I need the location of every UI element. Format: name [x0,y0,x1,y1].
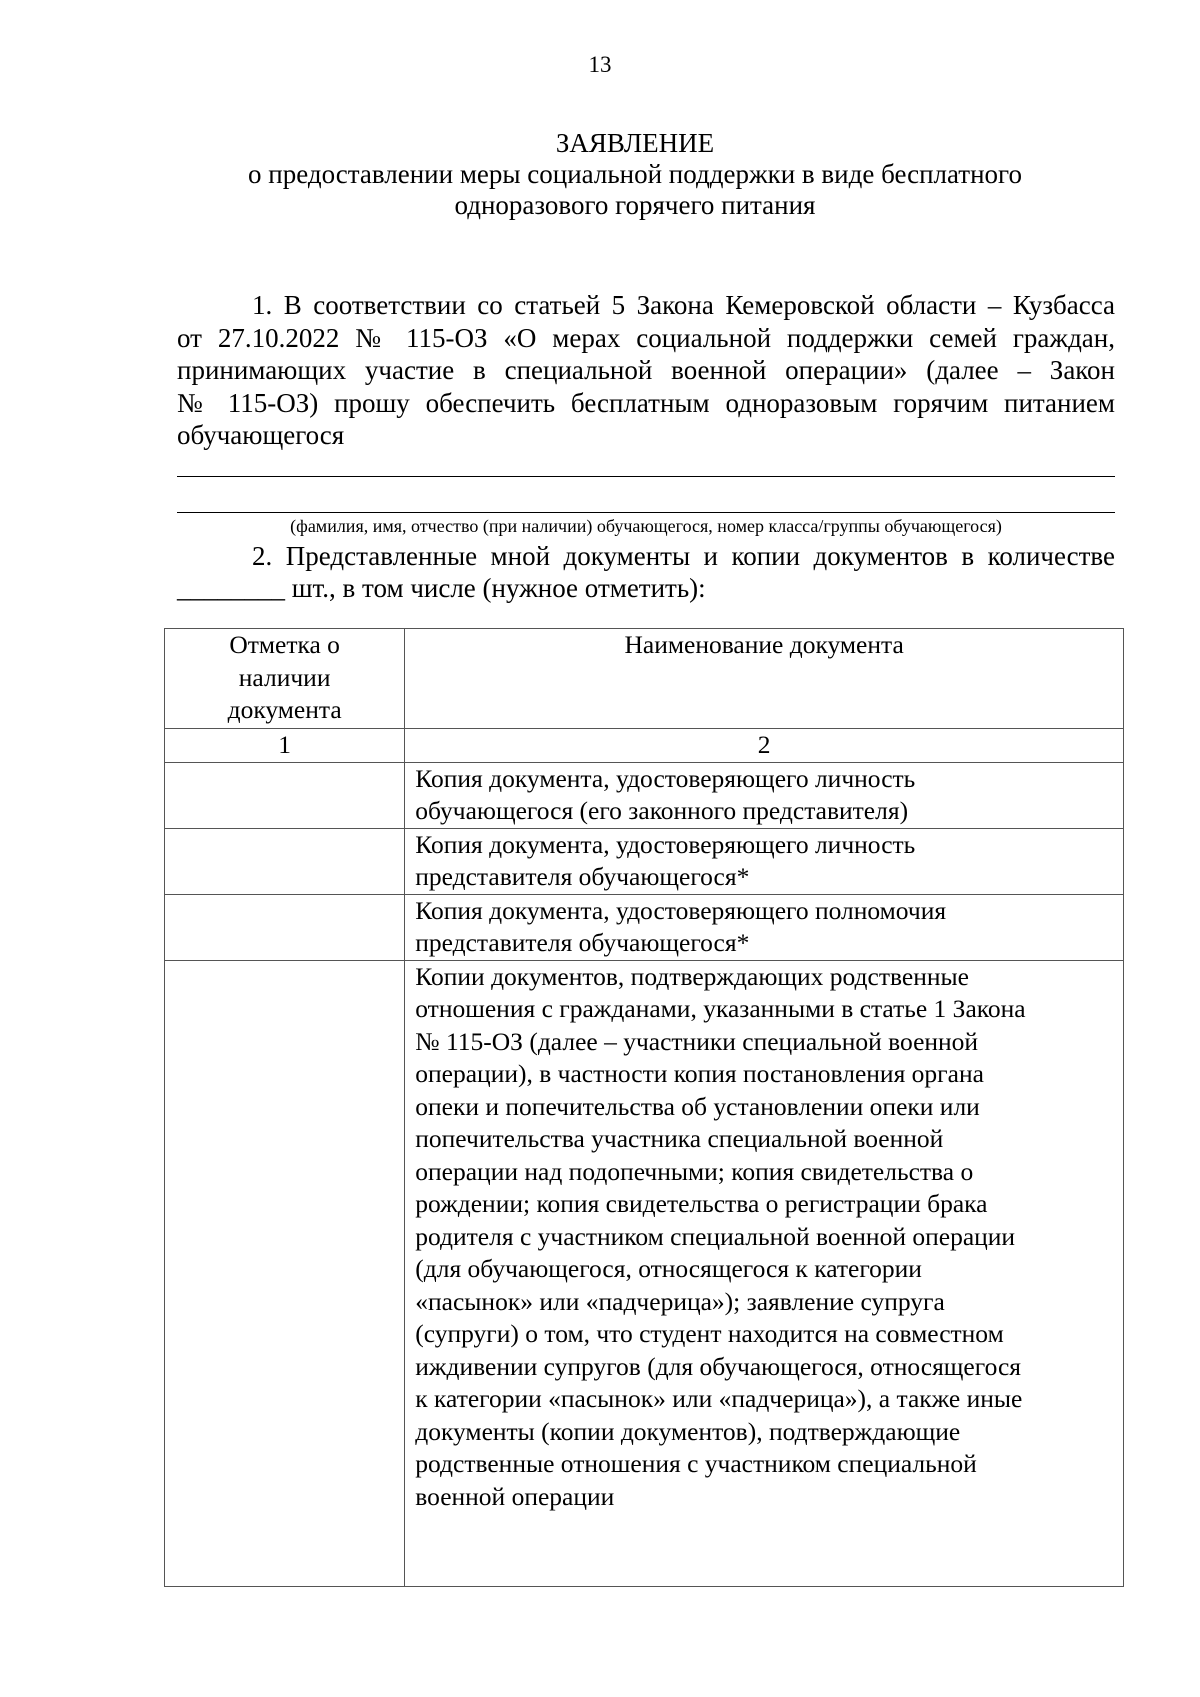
title-line-2: одноразового горячего питания [454,190,816,220]
document-name-line: (для обучающегося, относящегося к категории [415,1254,922,1283]
documents-table [164,628,1124,1587]
paragraph-1-line: обучающегося [177,420,345,450]
paragraph-2 [177,540,1115,604]
paragraph-2-line-1: 2. Представленные мной документы и копии документов в количестве [252,541,1115,571]
document-name-line: к категории «пасынок» или «падчерица»), а также иные [415,1384,1023,1413]
page-number: 13 [588,52,612,77]
fill-in-caption: (фамилия, имя, отчество (при наличии) обучающегося, номер класса/группы обучающегося) [290,516,1002,536]
fill-in-line-student-name[interactable] [177,476,1115,477]
document-name-line: попечительства участника специальной военной [415,1124,944,1153]
document-name-cell [405,762,1124,828]
document-name-line: Копия документа, удостоверяющего личность [415,763,916,793]
document-mark-cell[interactable] [165,960,405,1586]
document-mark-cell[interactable] [165,828,405,894]
header-mark-line: документа [227,695,342,724]
document-name-cell [405,894,1124,960]
header-document-name-column: Наименование документа [405,629,1124,729]
document-title [160,128,1110,221]
document-name-line: родственные отношения с участником специальной [415,1449,977,1478]
paragraph-1-line: № 115-ОЗ) прошу обеспечить бесплатным одноразовым горячим питанием [177,387,1115,418]
paragraph-1-line: 1. В соответствии со статьей 5 Закона Кемеровской области – Кузбасса [252,290,1115,320]
document-name-line: документы (копии документов), подтверждающие [415,1416,961,1446]
paragraph-1-line: принимающих участие в специальной военной операции» (далее – Закон [177,355,1115,385]
table-header-row [165,629,1124,729]
document-name-line: родителя с участником специальной военной операции [415,1221,1016,1251]
document-name-line: операции), в частности копия постановления органа [415,1059,984,1088]
document-name-line: рождении; копия свидетельства о регистрации брака [415,1189,988,1218]
document-name-line: военной операции [415,1481,615,1511]
title-heading: ЗАЯВЛЕНИЕ [555,128,715,158]
document-name-line: № 115-ОЗ (далее – участники специальной военной [415,1026,979,1056]
table-number-row [165,729,1124,763]
header-mark-column [165,629,405,729]
document-name-line: «пасынок» или «падчерица»); заявление супруга [415,1286,945,1316]
document-name-line: Копии документов, подтверждающих родственные [415,961,969,991]
document-mark-cell[interactable] [165,762,405,828]
header-mark-line: Отметка о [229,630,340,659]
document-name-line: представителя обучающегося* [415,862,750,891]
document-name-line: (супруги) о том, что студент находится на совместном [415,1319,1004,1348]
table-row [165,762,1124,828]
document-mark-cell[interactable] [165,894,405,960]
document-name-line: отношения с гражданами, указанными в статье 1 Закона [415,994,1026,1023]
paragraph-1 [177,289,1115,452]
table-row [165,828,1124,894]
header-mark-line: наличии [238,662,331,692]
column-number-2: 2 [405,729,1124,763]
document-name-line: иждивении супругов (для обучающегося, относящегося [415,1351,1022,1381]
document-name-line: опеки и попечительства об установлении опеки или [415,1091,980,1121]
column-number-1: 1 [165,729,405,763]
title-line-1: о предоставлении меры социальной поддержки в виде бесплатного [248,159,1022,189]
document-name-cell [405,960,1124,1586]
paragraph-1-line: от 27.10.2022 № 115-ОЗ «О мерах социальной поддержки семей граждан, [177,322,1115,353]
paragraph-2-line-2: ________ шт., в том числе (нужное отметить): [177,573,706,603]
document-name-cell [405,828,1124,894]
fill-in-line-student-class[interactable] [177,512,1115,513]
document-name-line: обучающегося (его законного представителя) [415,796,909,825]
table-row [165,960,1124,1586]
document-name-line: Копия документа, удостоверяющего полномочия [415,895,947,925]
document-name-line: представителя обучающегося* [415,928,750,957]
document-name-line: Копия документа, удостоверяющего личность [415,829,916,859]
table-row [165,894,1124,960]
document-name-line: операции над подопечными; копия свидетельства о [415,1156,974,1186]
